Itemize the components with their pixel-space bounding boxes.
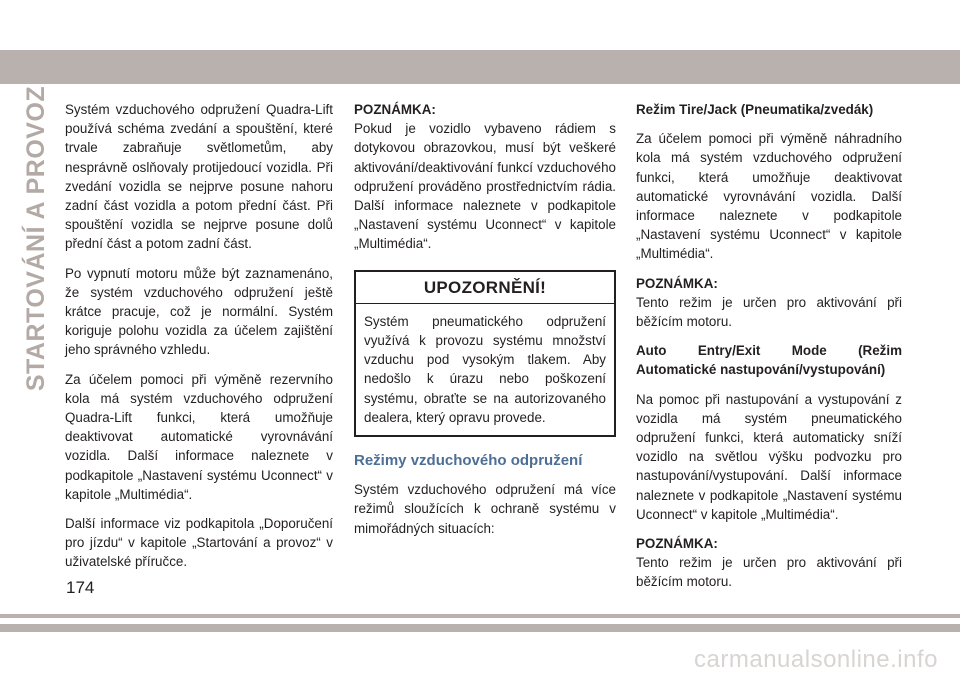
page-number: 174	[66, 578, 95, 597]
footer-band	[0, 624, 960, 632]
warning-title: UPOZORNĚNÍ!	[356, 272, 614, 304]
paragraph: Systém vzduchového odpružení má více režimů sloužících k ochraně systému v mimořádných situacích:	[354, 482, 616, 536]
header-band	[0, 50, 960, 84]
paragraph: Systém vzduchového odpružení Quadra-Lift používá schéma zvedání a spouštění, které trvale zabraňuje světlometům, aby nesprávně oslňovaly protijedoucí vozidla. Při zvedání vozidla se nejprve posune nahoru zadní část vozidla a potom přední část. Při spouštění vozidla se nejprve posune dolů přední část a potom zadní část.	[65, 102, 333, 252]
paragraph: Další informace viz podkapitola „Doporučení pro jízdu“ v kapitole „Startování a provoz“ v uživatelské příručce.	[65, 516, 333, 570]
subheading-auto-entry: Auto Entry/Exit Mode (Režim Automatické nastupování/vystupování)	[636, 343, 902, 378]
paragraph: Za účelem pomoci při výměně rezervního kola má systém vzduchového odpružení Quadra-Lift funkci, která umožňuje deaktivovat automatické vyrovnávání vozidla. Další informace naleznete v podkapitole „Nastavení systému Uconnect“ v kapitole „Multimédia“.	[65, 371, 333, 502]
side-tab-label: STARTOVÁNÍ A PROVOZ	[22, 85, 51, 391]
paragraph: Za účelem pomoci při výměně náhradního kola má systém vzduchového odpružení funkci, která umožňuje deaktivovat automatické vyrovnávání vozidla. Další informace naleznete v podkapitole „Nastavení systému Uconnect“ v kapitole „Multimédia“.	[636, 131, 902, 262]
warning-body: Systém pneumatického odpružení využívá k provozu systému množství vzduchu pod vysokým tlakem. Aby nedošlo k úrazu nebo poškození systému, obraťte se na autorizovaného dealera, který opravu provede.	[364, 313, 606, 425]
note-body: Pokud je vozidlo vybaveno rádiem s dotykovou obrazovkou, musí být veškeré aktivování/deaktivování funkcí vzduchového odpružení prováděno prostřednictvím rádia. Další informace naleznete v podkapitole „Nastavení systému Uconnect“ v kapitole „Multimédia“.	[354, 121, 616, 252]
note-title: POZNÁMKA:	[636, 536, 718, 552]
section-side-tab	[22, 85, 52, 391]
paragraph: Po vypnutí motoru může být zaznamenáno, že systém vzduchového odpružení ještě krátce pracuje, což je normální. Systém koriguje polohu vozidla za účelem zajištění jeho správného vzhledu.	[65, 265, 333, 358]
column-2	[354, 100, 616, 548]
note-title: POZNÁMKA:	[636, 275, 718, 291]
warning-box	[354, 270, 616, 437]
paragraph: Na pomoc při nastupování a vystupování z vozidla má systém pneumatického odpružení funkci, která automaticky sníží vozidlo na světlou výšku podvozku pro nastupování/vystupování. Další informace naleznete v podkapitole „Nastavení systému Uconnect“ v kapitole „Multimédia“.	[636, 391, 902, 522]
subheading-tire-jack: Režim Tire/Jack (Pneumatika/zvedák)	[636, 102, 874, 117]
column-3	[636, 100, 902, 602]
watermark: carmanualsonline.info	[694, 646, 938, 673]
section-heading: Režimy vzduchového odpružení	[354, 452, 583, 470]
note-body: Tento režim je určen pro aktivování při běžícím motoru.	[636, 555, 902, 590]
footer-rule	[0, 614, 960, 618]
column-1	[65, 100, 333, 582]
note-body: Tento režim je určen pro aktivování při běžícím motoru.	[636, 294, 902, 330]
note-title: POZNÁMKA:	[354, 102, 436, 117]
